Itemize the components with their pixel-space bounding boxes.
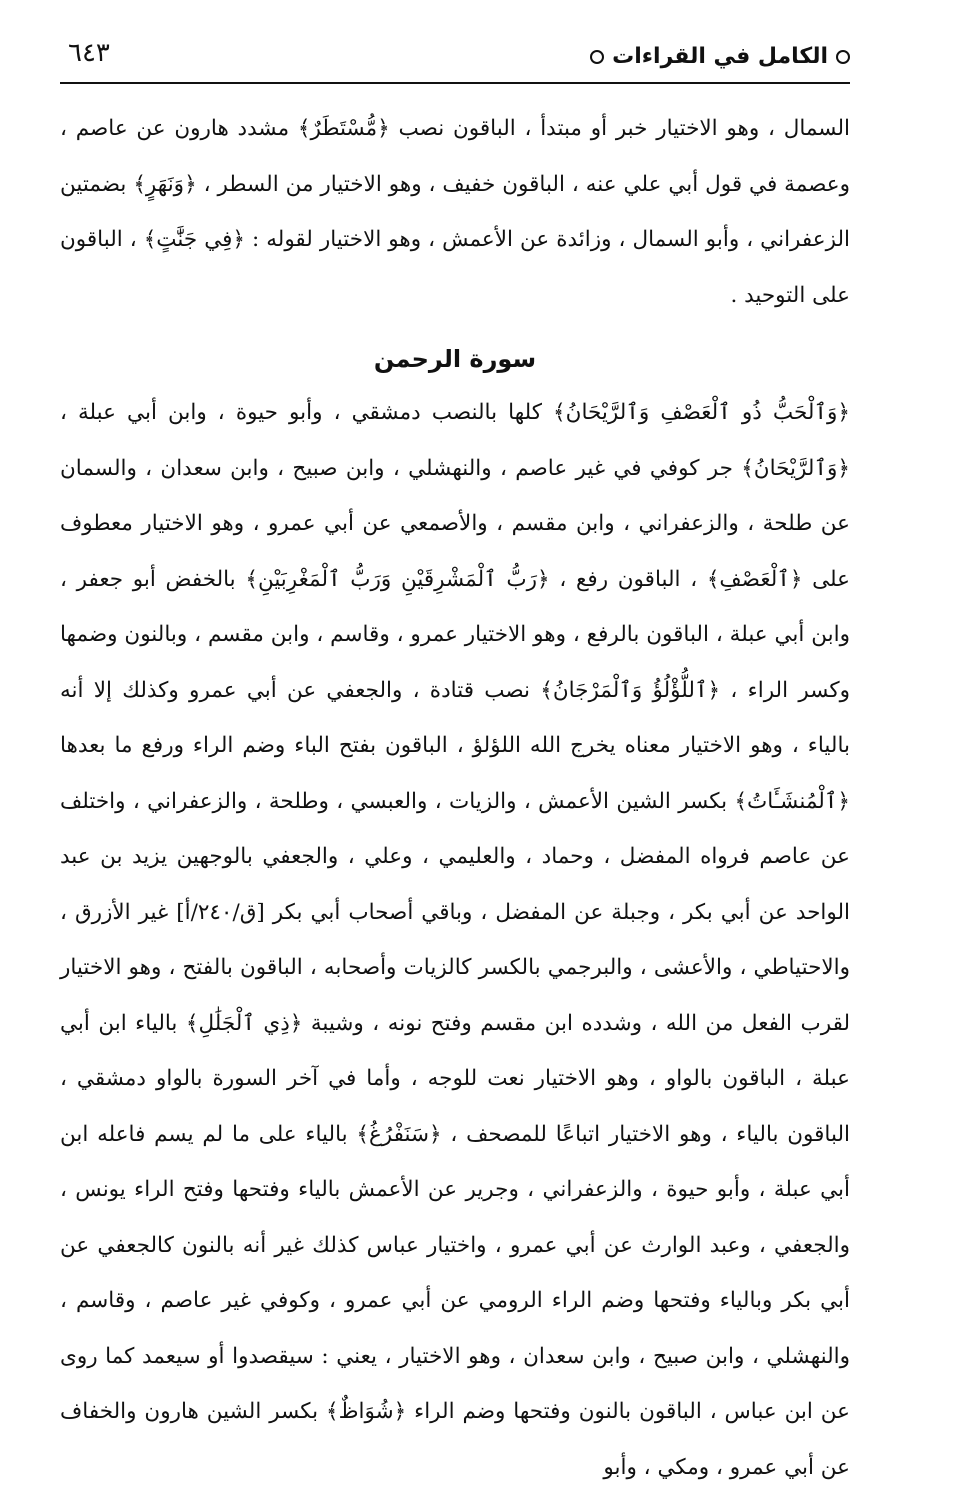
- book-page: [60, 30, 850, 1480]
- circle-ornament-icon: [590, 50, 604, 64]
- intro-paragraph: السمال ، وهو الاختيار خبر أو مبتدأ ، الباقون نصب ﴿مُّسْتَطَرٌ﴾ مشدد هارون عن عاصم ، وعصمة في قول أبي علي عنه ، الباقون خفيف ، وهو الاختيار من السطر ، ﴿وَنَهَرٍ﴾ بضمتين الزعفراني ، وأبو السمال ، وزائدة عن الأعمش ، وهو الاختيار لقوله : ﴿فِي جَنَّٰتٍ﴾ ، الباقون على التوحيد .: [60, 116, 850, 308]
- circle-ornament-icon: [836, 50, 850, 64]
- page-number: ٦٤٣: [68, 38, 110, 68]
- running-title: [590, 44, 850, 69]
- page-header: [60, 30, 850, 84]
- surah-heading: سورة الرحمن: [373, 345, 537, 373]
- book-title-text: الكامل في القراءات: [612, 44, 828, 69]
- main-paragraph: ﴿وَٱلْحَبُّ ذُو ٱلْعَصْفِ وَٱلرَّيْحَانُ﴾ كلها بالنصب دمشقي ، وأبو حيوة ، وابن أبي عبلة ، ﴿وَٱلرَّيْحَانُ﴾ جر كوفي في غير عاصم ، والنهشلي ، وابن صبيح ، وابن سعدان ، والسمان عن طلحة ، والزعفراني ، وابن مقسم ، والأصمعي عن أبي عمرو ، وهو الاختيار معطوف على ﴿ٱلْعَصْفِ﴾ ، الباقون رفع ، ﴿رَبُّ ٱلْمَشْرِقَيْنِ وَرَبُّ ٱلْمَغْرِبَيْنِ﴾ بالخفض أبو جعفر ، وابن أبي عبلة ، الباقون بالرفع ، وهو الاختيار عمرو ، وقاسم ، وابن مقسم ، وبالنون وضمها وكسر الراء ، ﴿ٱللُّؤْلُؤُ وَٱلْمَرْجَانُ﴾ نصب قتادة ، والجعفي عن أبي عمرو وكذلك إلا أنه بالياء ، وهو الاختيار معناه يخرج الله اللؤلؤ ، الباقون بفتح الباء وضم الراء ورفع ما بعدها ﴿ٱلْمُنشَـَٔاتُ﴾ بكسر الشين الأعمش ، والزيات ، والعبسي ، وطلحة ، والزعفراني ، واختلف عن عاصم فرواه المفضل ، وحماد ، والعليمي ، وعلي ، والجعفي بالوجهين يزيد بن عبد الواحد عن أبي بكر ، وجبلة عن المفضل ، وباقي أصحاب أبي بكر [ق/٢٤٠/أ] غير الأزرق ، والاحتياطي ، والأعشى ، والبرجمي بالكسر كالزيات وأصحابه ، الباقون بالفتح ، وهو الاختيار لقرب الفعل من الله ، وشدده ابن مقسم وفتح نونه ، وشيبة ﴿ذِي ٱلْجَلَٰلِ﴾ بالياء ابن أبي عبلة ، الباقون بالواو ، وهو الاختيار نعت للوجه ، وأما في آخر السورة بالواو دمشقي ، الباقون بالياء ، وهو الاختيار اتباعًا للمصحف ، ﴿سَنَفْرُغُ﴾ بالياء على ما لم يسم فاعله ابن أبي عبلة ، وأبو حيوة ، والزعفراني ، وجرير عن الأعمش بالياء وفتحها وفتح الراء يونس ، والجعفي ، وعبد الوارث عن أبي عمرو ، واختيار عباس كذلك غير أنه بالنون كالجعفي عن أبي بكر وبالياء وفتحها وضم الراء الرومي عن أبي عمرو ، وكوفي غير عاصم ، وقاسم ، والنهشلي ، وابن صبيح ، وابن سعدان ، وهو الاختيار ، يعني : سيقصدوا أو سيعمد كما روى عن ابن عباس ، الباقون بالنون وفتحها وضم الراء ﴿شُوَاظٌ﴾ بكسر الشين هارون والخفاف عن أبي عمرو ، ومكي ، وأبو: [60, 400, 850, 1480]
